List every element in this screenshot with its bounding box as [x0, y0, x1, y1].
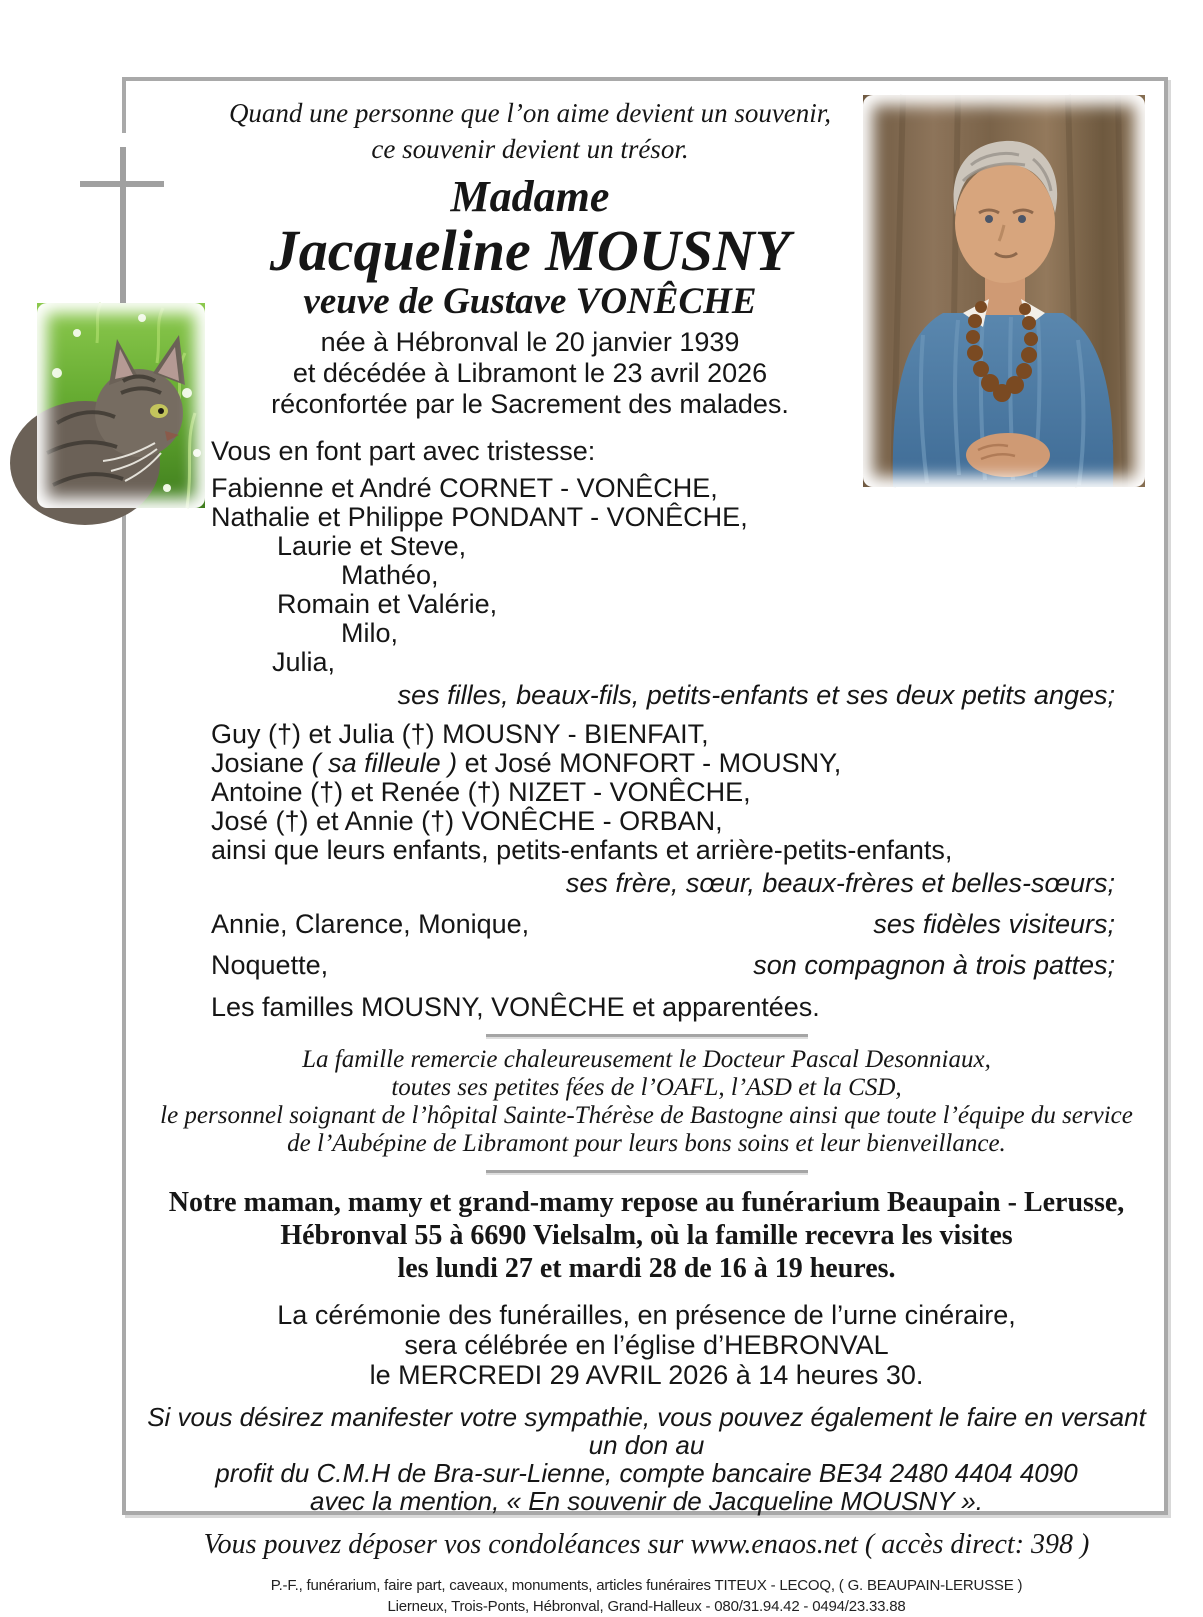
family-member-line: Mathéo, — [341, 560, 439, 590]
border-gap — [118, 133, 130, 148]
josiane-suffix: et José MONFORT - MOUSNY, — [457, 748, 842, 778]
daughters-caption: ses filles, beaux-fils, petits-enfants et ses deux petits anges; — [397, 680, 1115, 710]
death-line: et décédée à Libramont le 23 avril 2026 — [292, 358, 768, 388]
widow-line: veuve de Gustave VONÊCHE — [303, 281, 757, 322]
sacrament-line: réconfortée par le Sacrement des malades. — [271, 389, 789, 419]
deceased-name: Jacqueline MOUSNY — [269, 218, 791, 283]
donation-line: Si vous désirez manifester votre sympathie, vous pouvez également le faire en versant un don au — [147, 1402, 1146, 1460]
josiane-filleule: ( sa filleule ) — [311, 748, 458, 778]
companion-row — [140, 951, 1153, 980]
repose-line: les lundi 27 et mardi 28 de 16 à 19 heures. — [397, 1253, 896, 1284]
donation-paragraph — [140, 1403, 1153, 1515]
family-member-line: Nathalie et Philippe PONDANT - VONÊCHE, — [211, 502, 748, 532]
footer-line1: P.-F., funérarium, faire part, caveaux, monuments, articles funéraires TITEUX - LECOQ, ( G. BEAUPAIN-LERUSSE ) — [270, 1577, 1023, 1594]
family-member-line: ainsi que leurs enfants, petits-enfants et arrière-petits-enfants, — [211, 835, 953, 865]
siblings-caption: ses frère, sœur, beaux-frères et belles-sœurs; — [565, 868, 1115, 898]
announcement-intro: Vous en font part avec tristesse: — [211, 436, 596, 466]
family-member-line: Guy (†) et Julia (†) MOUSNY - BIENFAIT, — [211, 719, 709, 749]
visitors-row — [140, 910, 1153, 939]
siblings-list — [211, 720, 1153, 865]
family-member-line: Fabienne et André CORNET - VONÊCHE, — [211, 473, 718, 503]
cross-icon — [120, 147, 126, 304]
ceremony-line: sera célébrée en l’église d’HEBRONVAL — [404, 1330, 889, 1360]
thanks-line: le personnel soignant de l’hôpital Sainte-Thérèse de Bastogne ainsi que toute l’équipe du service — [160, 1102, 1133, 1129]
family-member-line: Antoine (†) et Renée (†) NIZET - VONÊCHE, — [211, 777, 751, 807]
thanks-paragraph — [140, 1046, 1153, 1158]
family-member-line: José (†) et Annie (†) VONÊCHE - ORBAN, — [211, 806, 723, 836]
family-member-line — [211, 749, 1153, 778]
ceremony-line: La cérémonie des funérailles, en présence de l’urne cinéraire, — [277, 1300, 1016, 1330]
thanks-line: toutes ses petites fées de l’OAFL, l’ASD et la CSD, — [391, 1074, 902, 1101]
families-line: Les familles MOUSNY, VONÊCHE et apparentées. — [211, 992, 820, 1022]
repose-paragraph — [140, 1186, 1153, 1285]
condolences-line: Vous pouvez déposer vos condoléances sur www.enaos.net ( accès direct: 398 ) — [203, 1529, 1090, 1560]
visitors-caption: ses fidèles visiteurs; — [873, 909, 1115, 939]
funeral-home-footer — [140, 1575, 1153, 1617]
josiane-prefix: Josiane — [211, 748, 312, 778]
thanks-line: La famille remercie chaleureusement le Docteur Pascal Desonniaux, — [302, 1046, 991, 1073]
ceremony-paragraph — [140, 1300, 1153, 1390]
family-member-line: Laurie et Steve, — [277, 531, 467, 561]
repose-line: Notre maman, mamy et grand-mamy repose au funérarium Beaupain - Lerusse, — [168, 1187, 1125, 1218]
companion-caption: son compagnon à trois pattes; — [753, 950, 1115, 980]
companion-name: Noquette, — [211, 950, 329, 980]
section-divider — [486, 1034, 808, 1037]
ceremony-line: le MERCREDI 29 AVRIL 2026 à 14 heures 30. — [369, 1360, 924, 1390]
section-divider — [486, 1170, 808, 1173]
header-block — [140, 95, 920, 420]
family-member-line: Milo, — [341, 618, 399, 648]
daughters-list — [211, 474, 1153, 677]
birth-line: née à Hébronval le 20 janvier 1939 — [320, 327, 740, 357]
content-column — [140, 95, 1153, 1617]
repose-line: Hébronval 55 à 6690 Vielsalm, où la famille recevra les visites — [280, 1220, 1013, 1251]
donation-line: profit du C.M.H de Bra-sur-Lienne, compte bancaire BE34 2480 4404 4090 — [215, 1458, 1078, 1488]
memorial-quote-line2: ce souvenir devient un trésor. — [371, 134, 689, 164]
family-member-line: Julia, — [272, 647, 336, 677]
title-prefix: Madame — [450, 172, 610, 221]
footer-line2: Lierneux, Trois-Ponts, Hébronval, Grand-Halleux - 080/31.94.42 - 0494/23.33.88 — [387, 1598, 906, 1615]
memorial-quote-line1: Quand une personne que l’on aime devient un souvenir, — [228, 98, 832, 128]
donation-line: avec la mention, « En souvenir de Jacqueline MOUSNY ». — [310, 1486, 983, 1516]
visitors-names: Annie, Clarence, Monique, — [211, 909, 530, 939]
thanks-line: de l’Aubépine de Libramont pour leurs bons soins et leur bienveillance. — [287, 1130, 1006, 1157]
family-member-line: Romain et Valérie, — [277, 589, 498, 619]
